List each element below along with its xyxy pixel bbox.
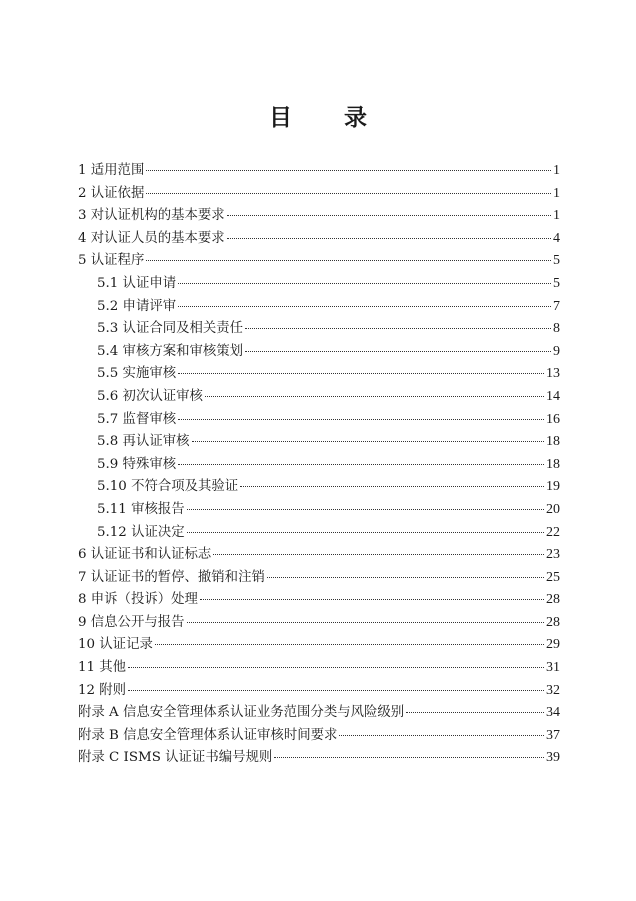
toc-entry-page-number: 25 [546,569,560,585]
dot-leader [155,644,544,645]
dot-leader [406,712,544,713]
dot-leader [178,283,551,284]
dot-leader [339,735,544,736]
toc-entry-label: 4 对认证人员的基本要求 [78,230,225,246]
toc-entry-page-number: 18 [546,434,560,450]
toc-entry-page-number: 1 [553,208,560,224]
table-of-contents [78,160,560,770]
toc-entry-page-number: 23 [546,547,560,563]
dot-leader [227,238,551,239]
toc-entry[interactable] [78,567,560,590]
toc-entry[interactable] [78,228,560,251]
toc-entry[interactable] [78,702,560,725]
toc-entry[interactable] [78,499,560,522]
dot-leader [274,757,544,758]
toc-entry[interactable] [78,431,560,454]
toc-entry[interactable] [78,160,560,183]
dot-leader [245,351,551,352]
toc-entry-label: 12 附则 [78,682,127,698]
toc-entry-label: 2 认证依据 [78,185,145,201]
toc-entry[interactable] [78,363,560,386]
toc-entry[interactable] [78,205,560,228]
toc-entry[interactable] [78,296,560,319]
toc-entry-label: 9 信息公开与报告 [78,614,185,630]
toc-entry-label: 1 适用范围 [78,163,145,178]
dot-leader [178,306,551,307]
toc-entry-page-number: 7 [553,298,560,314]
toc-entry-page-number: 9 [553,343,560,359]
toc-entry-label: 5.10 不符合项及其验证 [97,479,239,495]
toc-entry-label: 5.3 认证合同及相关责任 [97,321,244,337]
toc-entry[interactable] [78,544,560,567]
toc-entry-page-number: 13 [546,366,560,382]
dot-leader [192,441,544,442]
toc-entry[interactable] [78,386,560,409]
toc-entry[interactable] [78,522,560,545]
toc-entry-page-number: 34 [546,705,560,721]
toc-entry-label: 5.5 实施审核 [97,366,177,382]
page-title: 目 录 [268,104,389,131]
dot-leader [200,599,544,600]
dot-leader [240,486,544,487]
dot-leader [187,532,544,533]
toc-entry-page-number: 1 [553,185,560,201]
toc-entry[interactable] [78,318,560,341]
toc-entry-page-number: 28 [546,592,560,608]
toc-entry-label: 5.8 再认证审核 [97,434,190,450]
toc-entry[interactable] [78,341,560,364]
toc-entry-page-number: 37 [546,727,560,743]
toc-entry-label: 10 认证记录 [78,637,153,653]
dot-leader [187,509,544,510]
toc-entry-page-number: 29 [546,637,560,653]
dot-leader [178,373,544,374]
dot-leader [146,170,551,171]
dot-leader [146,193,551,194]
dot-leader [178,464,544,465]
toc-entry-page-number: 32 [546,682,560,698]
toc-entry-label: 6 认证证书和认证标志 [78,547,212,563]
toc-entry-page-number: 18 [546,456,560,472]
dot-leader [128,690,544,691]
toc-entry-label: 5.9 特殊审核 [97,456,177,472]
toc-entry-page-number: 4 [553,230,560,246]
toc-entry-label: 11 其他 [78,660,127,676]
toc-entry[interactable] [78,747,560,770]
toc-entry-page-number: 22 [546,524,560,540]
toc-entry[interactable] [78,183,560,206]
toc-entry[interactable] [78,680,560,703]
dot-leader [146,260,551,261]
toc-entry[interactable] [78,273,560,296]
toc-entry-page-number: 1 [553,163,560,178]
toc-entry-page-number: 5 [553,275,560,291]
dot-leader [213,554,544,555]
toc-entry-page-number: 16 [546,411,560,427]
toc-entry-label: 5.7 监督审核 [97,411,177,427]
dot-leader [178,419,544,420]
toc-entry-label: 5.2 申请评审 [97,298,177,314]
dot-leader [245,328,551,329]
toc-entry-label: 3 对认证机构的基本要求 [78,208,225,224]
dot-leader [187,622,544,623]
toc-entry[interactable] [78,657,560,680]
toc-entry-page-number: 19 [546,479,560,495]
toc-entry-label: 附录 A 信息安全管理体系认证业务范围分类与风险级别 [78,705,405,721]
toc-entry[interactable] [78,589,560,612]
toc-entry-label: 5.6 初次认证审核 [97,388,203,404]
dot-leader [128,667,544,668]
toc-entry-label: 附录 B 信息安全管理体系认证审核时间要求 [78,727,338,743]
dot-leader [267,577,544,578]
toc-entry[interactable] [78,612,560,635]
toc-entry-page-number: 5 [553,253,560,269]
toc-entry-label: 5.4 审核方案和审核策划 [97,343,244,359]
toc-entry-page-number: 20 [546,501,560,517]
toc-entry-page-number: 8 [553,321,560,337]
toc-entry-label: 8 申诉（投诉）处理 [78,592,198,608]
toc-entry-label: 附录 C ISMS 认证证书编号规则 [78,750,273,766]
toc-entry[interactable] [78,454,560,477]
toc-entry-label: 5.12 认证决定 [97,524,185,540]
toc-entry[interactable] [78,250,560,273]
toc-entry-label: 5 认证程序 [78,253,145,269]
toc-entry[interactable] [78,634,560,657]
toc-entry-page-number: 28 [546,614,560,630]
toc-entry-page-number: 31 [546,660,560,676]
toc-entry[interactable] [78,409,560,432]
toc-entry[interactable] [78,476,560,499]
toc-entry-label: 7 认证证书的暂停、撤销和注销 [78,569,265,585]
dot-leader [227,215,551,216]
dot-leader [205,396,544,397]
toc-entry-page-number: 14 [546,388,560,404]
toc-entry-label: 5.11 审核报告 [97,501,185,517]
toc-entry[interactable] [78,725,560,748]
toc-entry-page-number: 39 [546,750,560,766]
toc-entry-label: 5.1 认证申请 [97,275,177,291]
